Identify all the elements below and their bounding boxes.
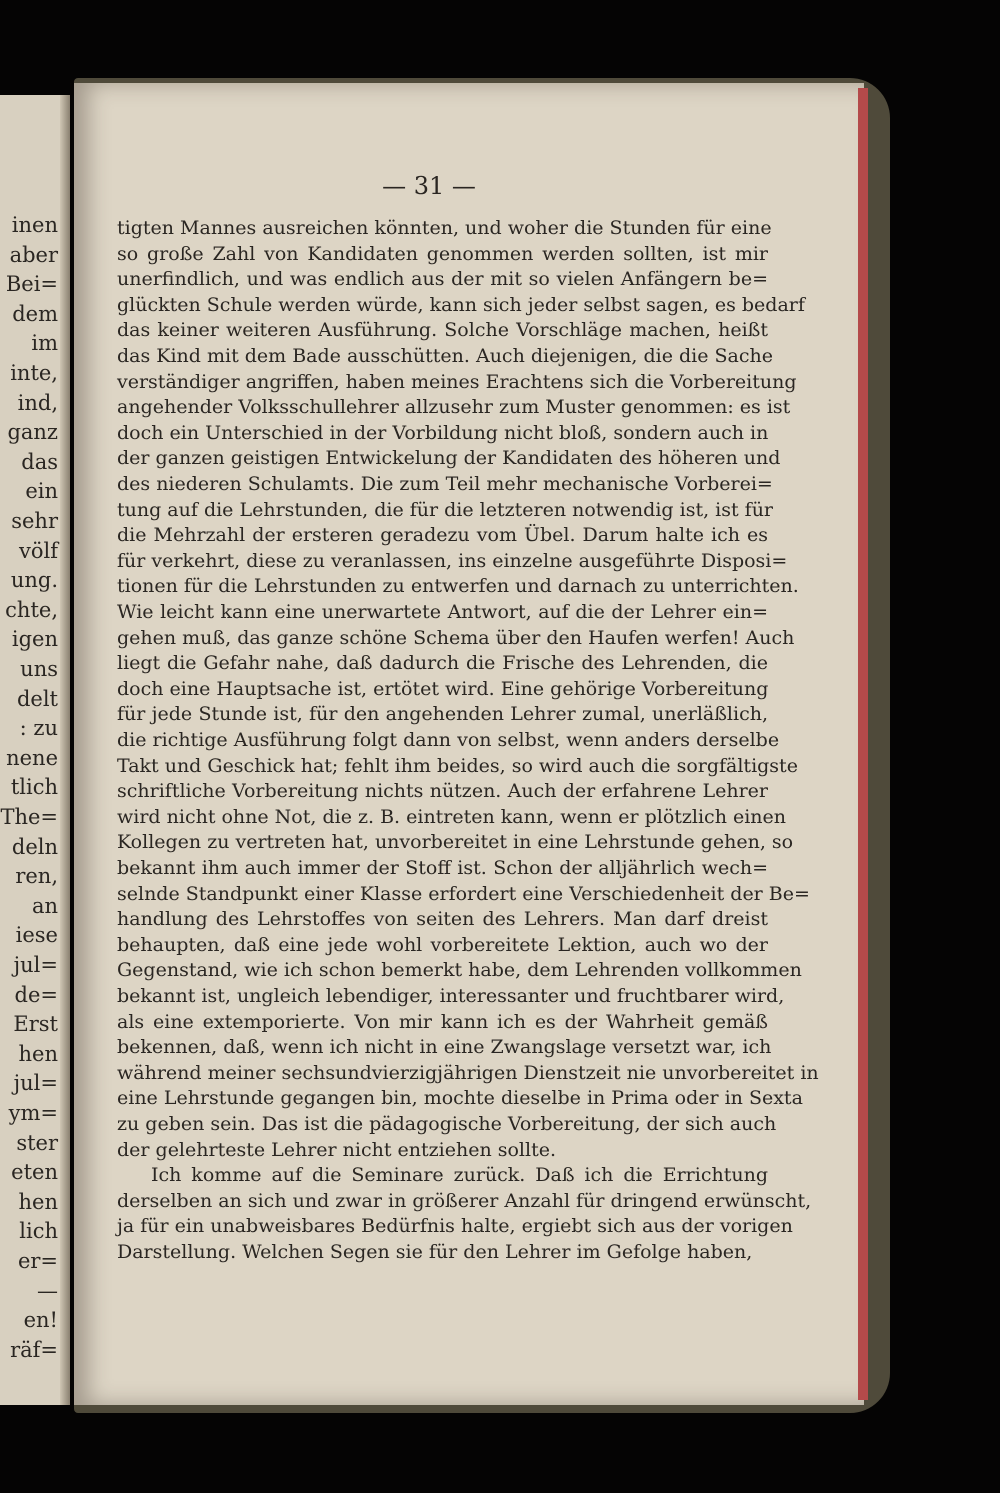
text-line: selnde Standpunkt einer Klasse erfordert eine Verschiedenheit der Be= [117, 882, 810, 905]
text-line: für jede Stunde ist, für den angehenden Lehrer zumal, unerläßlich, [117, 703, 768, 726]
text-line: derselben an sich und zwar in größerer Anzahl für dringend erwünscht, [117, 1189, 812, 1212]
text-line: Ich komme auf die Seminare zurück. Daß ich die Errichtung [151, 1164, 768, 1187]
left-page-fragment: iese [15, 923, 58, 948]
left-page-fragment: ung. [10, 568, 58, 593]
text-line: Kollegen zu vertreten hat, unvorbereitet in eine Lehrstunde gehen, so [117, 831, 794, 854]
left-page-fragment: uns [20, 657, 58, 681]
text-line: angehender Volksschullehrer allzusehr zum Muster genommen: es ist [117, 396, 791, 419]
left-page-fragment: aber [9, 242, 58, 267]
text-line: behaupten, daß eine jede wohl vorbereitete Lektion, auch wo der [117, 933, 768, 956]
text-line: der gelehrteste Lehrer nicht entziehen sollte. [117, 1138, 557, 1161]
text-line: glückten Schule werden würde, kann sich jeder selbst sagen, es bedarf [117, 293, 805, 316]
left-page-fragment: hen [18, 1189, 58, 1214]
text-line: doch ein Unterschied in der Vorbildung nicht bloß, sondern auch in [117, 421, 769, 444]
left-page-fragment: jul= [13, 953, 58, 977]
text-line: das Kind mit dem Bade ausschütten. Auch diejenigen, die die Sache [117, 345, 774, 367]
left-page-fragment: jul= [13, 1071, 58, 1096]
left-page-fragment: das [21, 449, 58, 474]
left-page-fragment: ym= [8, 1101, 58, 1125]
text-line: so große Zahl von Kandidaten genommen werden sollten, ist mir [117, 242, 768, 265]
text-line: der ganzen geistigen Entwickelung der Kandidaten des höheren und [117, 447, 781, 470]
left-page-fragment: völf [19, 538, 58, 563]
text-line: tigten Mannes ausreichen könnten, und woher die Stunden für eine [117, 217, 772, 239]
text-line: unerfindlich, und was endlich aus der mit so vielen Anfängern be= [117, 268, 768, 291]
text-line: des niederen Schulamts. Die zum Teil mehr mechanische Vorberei= [117, 473, 773, 495]
left-page-fragment: hen [18, 1041, 58, 1066]
left-page-fragment: ster [16, 1130, 58, 1155]
text-line: die richtige Ausführung folgt dann von selbst, wenn anders derselbe [117, 729, 780, 751]
left-page-fragment: ren, [15, 864, 58, 889]
text-line: als eine extemporierte. Von mir kann ich es der Wahrheit gemäß [117, 1010, 768, 1033]
text-line: ja für ein unabweisbares Bedürfnis halte, ergiebt sich aus der vorigen [117, 1215, 793, 1238]
text-line: handlung des Lehrstoffes von seiten des Lehrers. Man darf dreist [117, 908, 768, 931]
text-line: für verkehrt, diese zu veranlassen, ins einzelne ausgeführte Disposi= [117, 549, 788, 572]
left-page-fragment: im [31, 331, 58, 356]
left-page-fragment: chte, [5, 597, 58, 622]
left-page-fragment: Erst [13, 1012, 58, 1037]
left-page [0, 95, 70, 1405]
page-edge [858, 88, 868, 1400]
left-page-fragment: — [37, 1278, 58, 1303]
text-line: Darstellung. Welchen Segen sie für den Lehrer im Gefolge haben, [117, 1241, 753, 1263]
text-line: die Mehrzahl der ersteren geradezu vom Übel. Darum halte ich es [117, 524, 768, 547]
text-line: Takt und Geschick hat; fehlt ihm beides, so wird auch die sorgfältigste [117, 754, 798, 777]
text-line: gehen muß, das ganze schöne Schema über den Haufen werfen! Auch [117, 626, 795, 649]
text-line: liegt die Gefahr nahe, daß dadurch die Frische des Lehrenden, die [117, 652, 768, 675]
text-line: eine Lehrstunde gegangen bin, mochte dieselbe in Prima oder in Sexta [117, 1087, 803, 1110]
left-page-fragment: sehr [11, 509, 58, 533]
left-page-fragment: inen [11, 213, 58, 237]
text-line: bekannt ihm auch immer der Stoff ist. Schon der alljährlich wech= [117, 857, 768, 879]
text-line: tung auf die Lehrstunden, die für die letzteren notwendig ist, ist für [117, 498, 774, 521]
text-line: tionen für die Lehrstunden zu entwerfen und darnach zu unterrichten. [117, 575, 799, 598]
text-line: verständiger angriffen, haben meines Erachtens sich die Vorbereitung [117, 370, 797, 393]
text-line: wird nicht ohne Not, die z. B. eintreten kann, wenn er plötzlich einen [117, 805, 787, 828]
left-page-fragment: räf= [10, 1337, 58, 1362]
left-page-fragment: inte, [10, 361, 58, 385]
left-page-fragment: tlich [10, 775, 58, 800]
left-page-fragment: deln [11, 834, 58, 859]
left-page-fragment: er= [17, 1249, 58, 1273]
text-line: Gegenstand, wie ich schon bemerkt habe, dem Lehrenden vollkommen [117, 959, 802, 982]
text-line: während meiner sechsundvierzigjährigen Dienstzeit nie unvorbereitet in [117, 1061, 819, 1084]
left-page-fragment: ein [25, 479, 58, 504]
text-line: bekannt ist, ungleich lebendiger, interessanter und fruchtbarer wird, [117, 985, 785, 1007]
left-page-fragment: ind, [17, 390, 58, 415]
left-page-fragment: igen [11, 627, 58, 652]
text-line: Wie leicht kann eine unerwartete Antwort, auf die der Lehrer ein= [117, 601, 768, 623]
left-page-fragment: The= [0, 805, 58, 829]
left-page-fragment: dem [12, 301, 58, 326]
text-line: zu geben sein. Das ist die pädagogische Vorbereitung, der sich auch [117, 1113, 777, 1135]
left-page-fragment: eten [11, 1160, 58, 1185]
left-page-fragment: Bei= [5, 272, 58, 297]
left-page-gutter [60, 95, 70, 1405]
text-line: das keiner weiteren Ausführung. Solche Vorschläge machen, heißt [117, 319, 768, 342]
text-line: schriftliche Vorbereitung nichts nützen. Auch der erfahrene Lehrer [117, 780, 768, 803]
left-page-fragment: delt [16, 686, 58, 711]
page-number: — 31 — [382, 172, 476, 200]
text-line: doch eine Hauptsache ist, ertötet wird. Eine gehörige Vorbereitung [117, 677, 769, 700]
left-page-fragment: en! [23, 1308, 58, 1333]
left-page-fragment: lich [19, 1219, 58, 1244]
left-page-fragment: ganz [7, 420, 58, 445]
left-page-fragment: an [31, 893, 58, 918]
left-page-fragment: : zu [19, 716, 58, 741]
left-page-fragment: nene [6, 745, 58, 770]
text-line: bekennen, daß, wenn ich nicht in eine Zwangslage versetzt war, ich [117, 1036, 772, 1059]
left-page-fragment: de= [14, 982, 58, 1007]
